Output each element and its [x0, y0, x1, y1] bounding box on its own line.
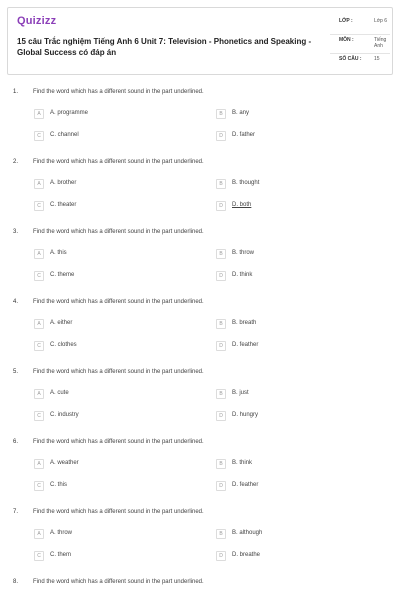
option-text: B. just: [232, 390, 249, 396]
option-text: C. industry: [50, 412, 79, 418]
option-letter-box: C: [34, 271, 44, 281]
option-letter-box: B: [216, 319, 226, 329]
question-text: Find the word which has a different sound in the part underlined.: [33, 439, 204, 445]
question-text: Find the word which has a different sound in the part underlined.: [33, 299, 204, 305]
option-text: C. theater: [50, 202, 77, 208]
option-text: A. cute: [50, 390, 69, 396]
question-item: [0, 226, 400, 296]
option-text: A. either: [50, 320, 73, 326]
question-item: [0, 506, 400, 576]
option-text: B. breath: [232, 320, 257, 326]
question-item: [0, 156, 400, 226]
option-text: C. them: [50, 552, 72, 558]
option-letter-box: B: [216, 249, 226, 259]
option-letter-box: C: [34, 201, 44, 211]
option-text: A. brother: [50, 180, 77, 186]
question-item: [0, 436, 400, 506]
option-letter-box: A: [34, 109, 44, 119]
option-letter-box: D: [216, 201, 226, 211]
option-text: D. feather: [232, 482, 259, 488]
meta-row-class: [330, 16, 390, 35]
question-text: Find the word which has a different sound in the part underlined.: [33, 579, 204, 585]
meta-label: MÔN :: [339, 37, 354, 43]
option-text: C. clothes: [50, 342, 77, 348]
option-text: D. feather: [232, 342, 259, 348]
question-number: 2.: [13, 159, 19, 165]
option-letter-box: A: [34, 179, 44, 189]
question-item: [0, 366, 400, 436]
meta-label: LỚP :: [339, 18, 353, 24]
option-text: D. both: [232, 202, 252, 208]
question-number: 7.: [13, 509, 19, 515]
question-text: Find the word which has a different sound in the part underlined.: [33, 159, 204, 165]
meta-value: Lớp 6: [374, 18, 388, 24]
option-letter-box: B: [216, 529, 226, 539]
question-number: 3.: [13, 229, 19, 235]
option-letter-box: A: [34, 459, 44, 469]
option-letter-box: D: [216, 481, 226, 491]
option-letter-box: B: [216, 109, 226, 119]
meta-label: SỐ CÂU :: [339, 56, 362, 62]
option-letter-box: B: [216, 459, 226, 469]
question-number: 1.: [13, 89, 19, 95]
option-text: C. this: [50, 482, 68, 488]
question-text: Find the word which has a different sound in the part underlined.: [33, 89, 204, 95]
option-letter-box: A: [34, 529, 44, 539]
option-letter-box: C: [34, 481, 44, 491]
option-letter-box: B: [216, 389, 226, 399]
question-item: [0, 576, 400, 600]
option-letter-box: C: [34, 411, 44, 421]
option-text: B. any: [232, 110, 250, 116]
option-text: B. thought: [232, 180, 260, 186]
question-item: [0, 296, 400, 366]
question-number: 5.: [13, 369, 19, 375]
option-letter-box: D: [216, 341, 226, 351]
option-text: D. father: [232, 132, 256, 138]
option-text: D. breathe: [232, 552, 261, 558]
option-letter-box: C: [34, 551, 44, 561]
option-letter-box: D: [216, 131, 226, 141]
meta-value: 15: [374, 56, 380, 62]
option-text: D. hungry: [232, 412, 259, 418]
option-letter-box: A: [34, 389, 44, 399]
question-list: [0, 86, 400, 600]
option-letter-box: C: [34, 131, 44, 141]
meta-value: Tiếng Anh: [374, 37, 387, 49]
question-number: 4.: [13, 299, 19, 305]
meta-row-subject: [330, 35, 390, 54]
worksheet-title: 15 câu Trắc nghiệm Tiếng Anh 6 Unit 7: Television - Phonetics and Speaking - Global Success có đáp án: [17, 37, 312, 57]
worksheet-meta: [330, 16, 390, 73]
option-text: B. think: [232, 460, 253, 466]
option-letter-box: D: [216, 411, 226, 421]
question-text: Find the word which has a different sound in the part underlined.: [33, 369, 204, 375]
question-item: [0, 86, 400, 156]
option-text: A. programme: [50, 110, 89, 116]
quizizz-logo: Quizizz: [17, 15, 57, 27]
question-text: Find the word which has a different sound in the part underlined.: [33, 509, 204, 515]
option-letter-box: D: [216, 271, 226, 281]
meta-row-count: [330, 54, 390, 73]
option-text: B. although: [232, 530, 263, 536]
option-letter-box: A: [34, 319, 44, 329]
option-letter-box: D: [216, 551, 226, 561]
option-letter-box: B: [216, 179, 226, 189]
option-text: A. this: [50, 250, 67, 256]
question-number: 8.: [13, 579, 19, 585]
option-text: A. throw: [50, 530, 73, 536]
option-text: C. channel: [50, 132, 79, 138]
question-text: Find the word which has a different sound in the part underlined.: [33, 229, 204, 235]
option-text: A. weather: [50, 460, 79, 466]
option-letter-box: A: [34, 249, 44, 259]
option-letter-box: C: [34, 341, 44, 351]
option-text: D. think: [232, 272, 253, 278]
worksheet-header: [7, 7, 393, 75]
question-number: 6.: [13, 439, 19, 445]
option-text: B. throw: [232, 250, 255, 256]
option-text: C. theme: [50, 272, 75, 278]
